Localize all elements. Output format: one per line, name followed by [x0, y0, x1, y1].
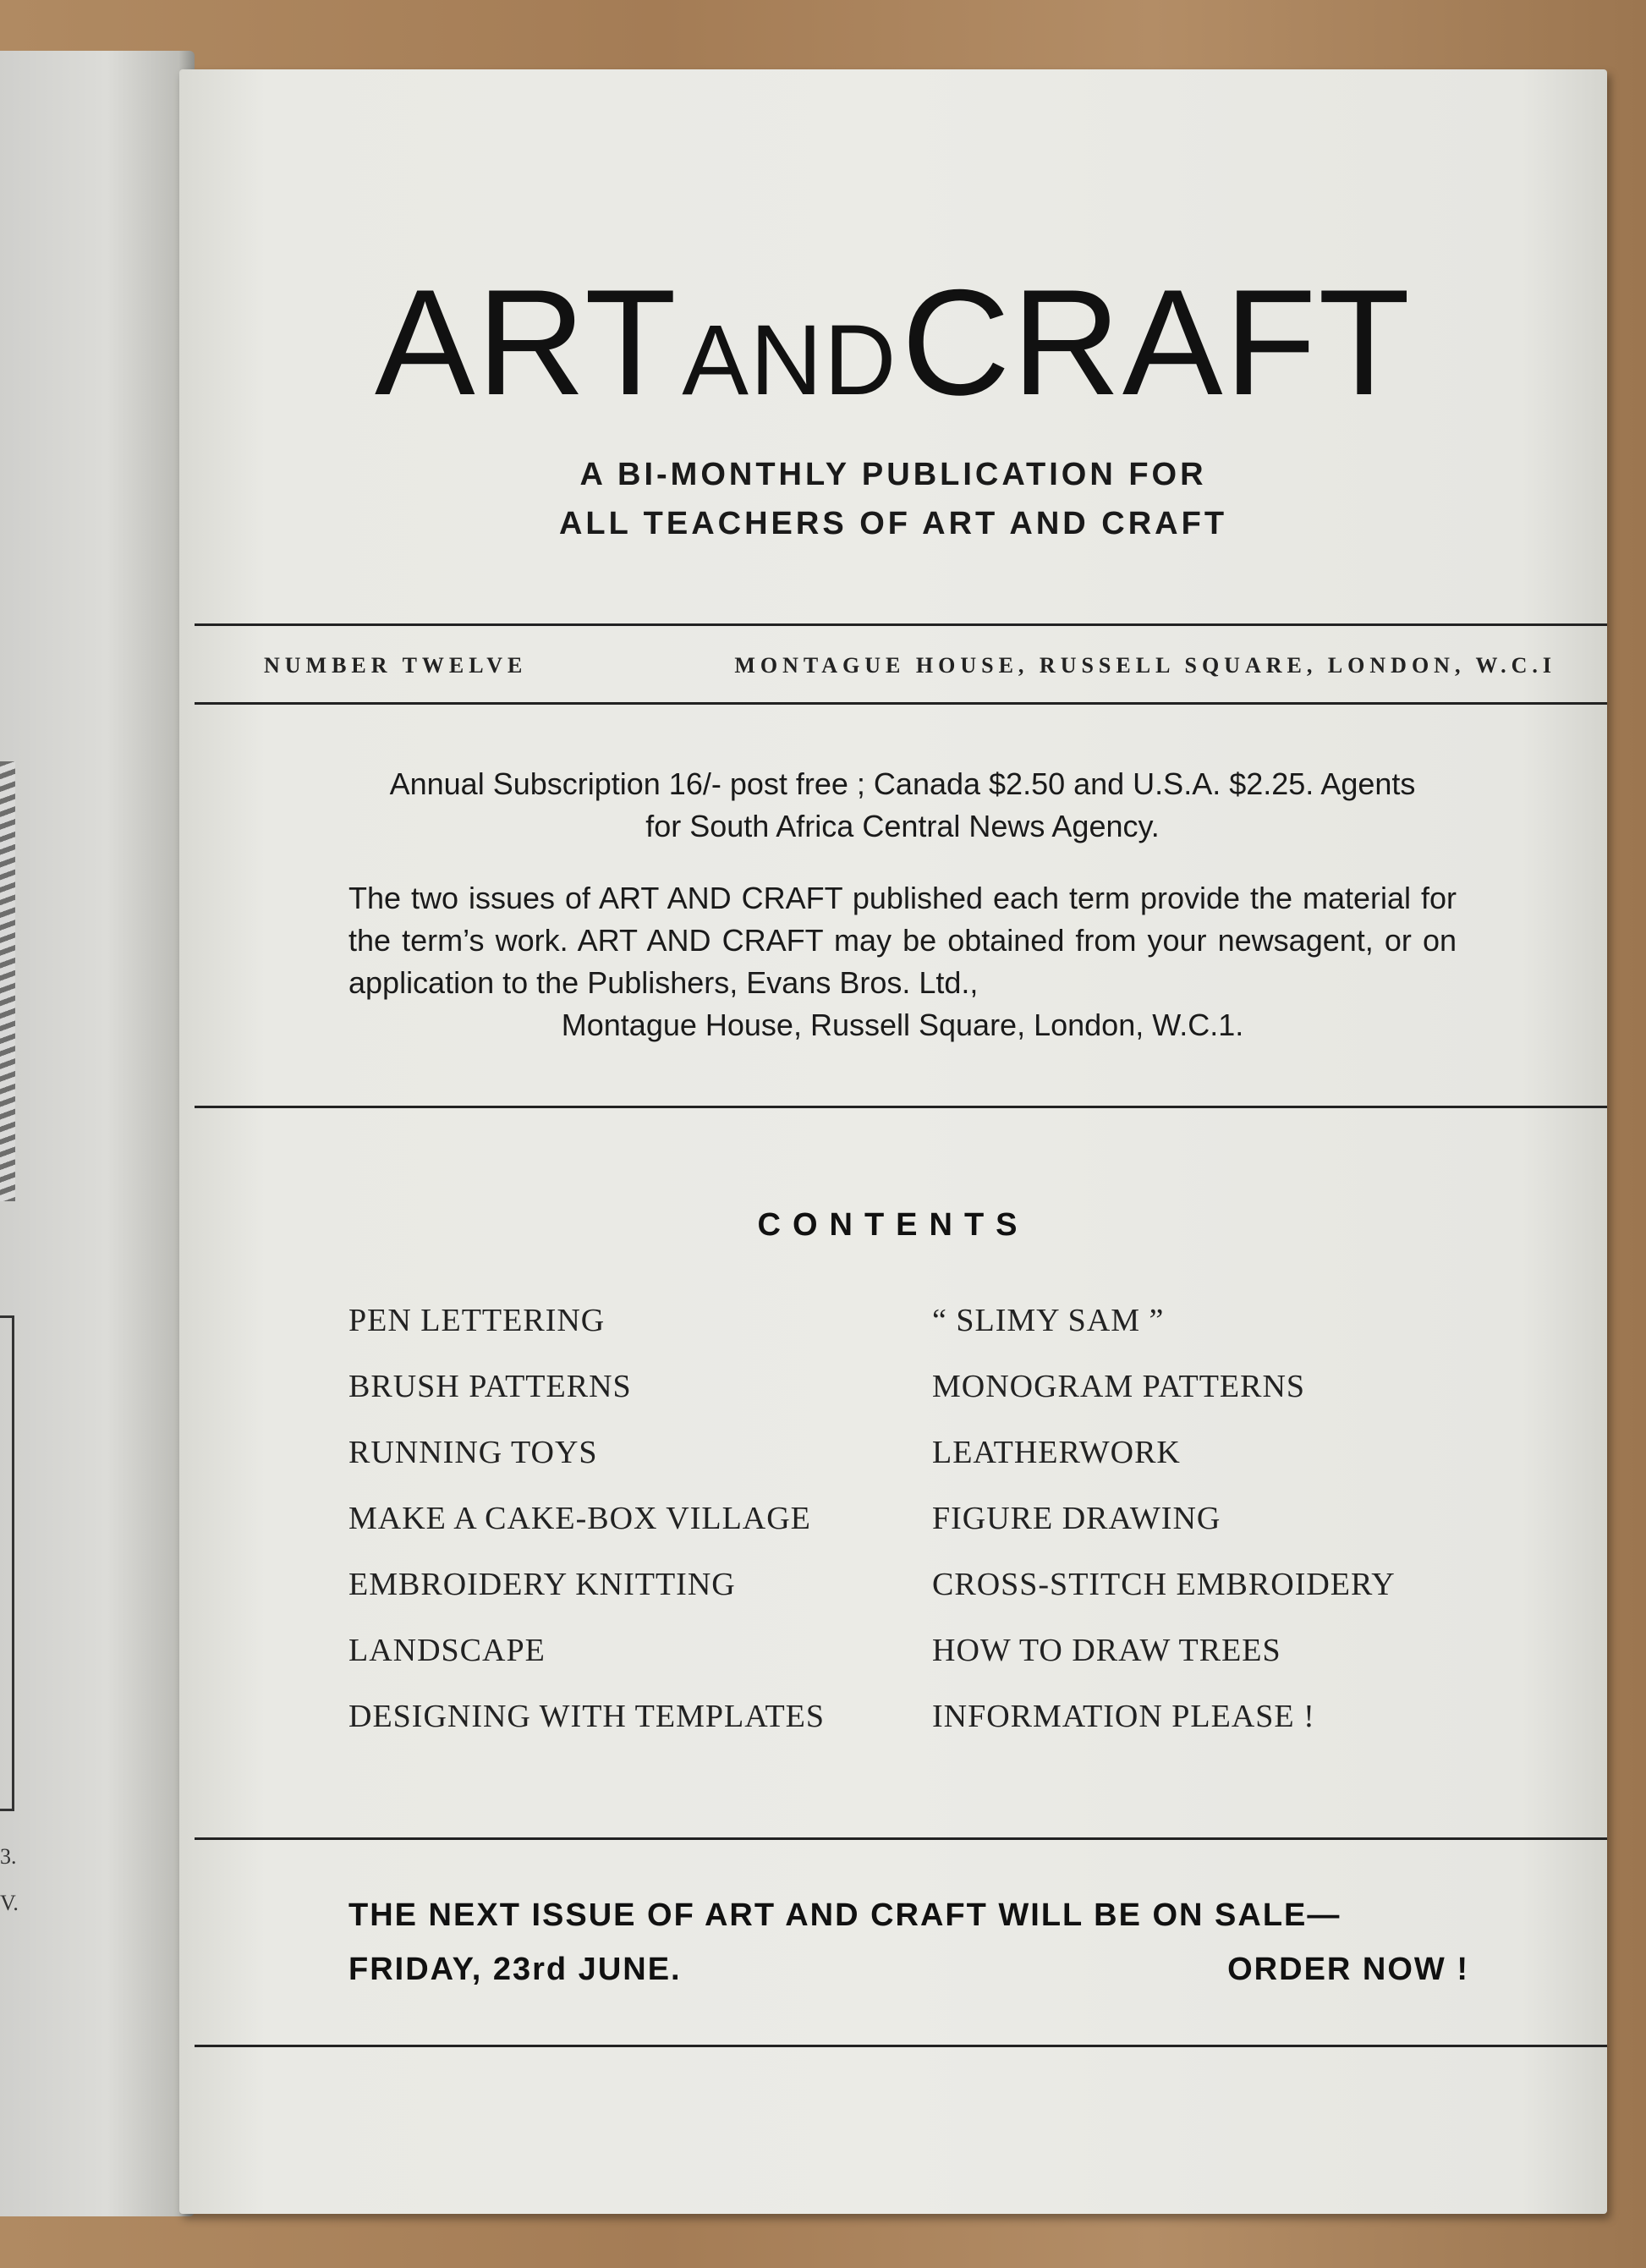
contents-item: CROSS-STITCH EMBROIDERY: [932, 1567, 1396, 1602]
next-issue-notice: [348, 1888, 1469, 1996]
contents-item: BRUSH PATTERNS: [348, 1369, 632, 1404]
contents-item: MAKE A CAKE-BOX VILLAGE: [348, 1501, 811, 1536]
contents-item: INFORMATION PLEASE !: [932, 1699, 1315, 1734]
masthead-title: [179, 255, 1607, 429]
issue-number: NUMBER TWELVE: [264, 653, 528, 678]
facing-page-mark: V.: [0, 1891, 19, 1915]
next-issue-date: FRIDAY, 23rd JUNE.: [348, 1952, 682, 1987]
issue-info-line: [264, 653, 1556, 678]
divider-rule: [195, 2045, 1607, 2047]
facing-page: [0, 51, 195, 2216]
divider-rule: [195, 1106, 1607, 1108]
contents-item: LEATHERWORK: [932, 1435, 1181, 1470]
about-text: [348, 877, 1457, 1046]
next-issue-line: THE NEXT ISSUE OF ART AND CRAFT WILL BE ON SALE—: [348, 1897, 1341, 1933]
magazine-page: [179, 69, 1607, 2214]
subscription-line: Annual Subscription 16/- post free ; Canada $2.50 and U.S.A. $2.25. Agents: [389, 766, 1416, 801]
contents-item: RUNNING TOYS: [348, 1435, 598, 1470]
contents-item: LANDSCAPE: [348, 1633, 546, 1668]
divider-rule: [195, 702, 1607, 705]
order-now-text: ORDER NOW !: [1227, 1952, 1469, 1987]
subtitle-line: A BI-MONTHLY PUBLICATION FOR: [579, 457, 1207, 492]
contents-item: MONOGRAM PATTERNS: [932, 1369, 1306, 1404]
contents-heading: CONTENTS: [757, 1207, 1029, 1243]
about-address: Montague House, Russell Square, London, W.C.1.: [561, 1008, 1244, 1042]
contents-item: FIGURE DRAWING: [932, 1501, 1221, 1536]
facing-page-illustration: [0, 761, 15, 1201]
subscription-text: [348, 763, 1457, 848]
subscription-line: for South Africa Central News Agency.: [645, 809, 1160, 843]
subtitle: [179, 450, 1607, 548]
publisher-address: MONTAGUE HOUSE, RUSSELL SQUARE, LONDON, W.C.I: [734, 653, 1556, 678]
contents-item: DESIGNING WITH TEMPLATES: [348, 1699, 826, 1734]
divider-rule: [195, 1837, 1607, 1840]
divider-rule: [195, 623, 1607, 626]
facing-page-frame: [0, 1315, 14, 1811]
contents-item: “ SLIMY SAM ”: [932, 1303, 1165, 1338]
subtitle-line: ALL TEACHERS OF ART AND CRAFT: [558, 506, 1228, 541]
masthead-and: AND: [682, 305, 898, 416]
contents-list-left: [348, 1288, 825, 1749]
contents-list-right: [932, 1288, 1396, 1749]
contents-item: PEN LETTERING: [348, 1303, 606, 1338]
facing-page-mark: 3.: [0, 1844, 17, 1869]
masthead-craft: CRAFT: [901, 258, 1413, 426]
contents-item: EMBROIDERY KNITTING: [348, 1567, 736, 1602]
about-paragraph: The two issues of ART AND CRAFT published each term provide the material for the term’s work. ART AND CRAFT may be obtained from your newsagent, or on application to the Publishers, Evans Bros. Ltd.,: [348, 881, 1457, 1000]
masthead-art: ART: [374, 258, 678, 426]
contents-item: HOW TO DRAW TREES: [932, 1633, 1281, 1668]
